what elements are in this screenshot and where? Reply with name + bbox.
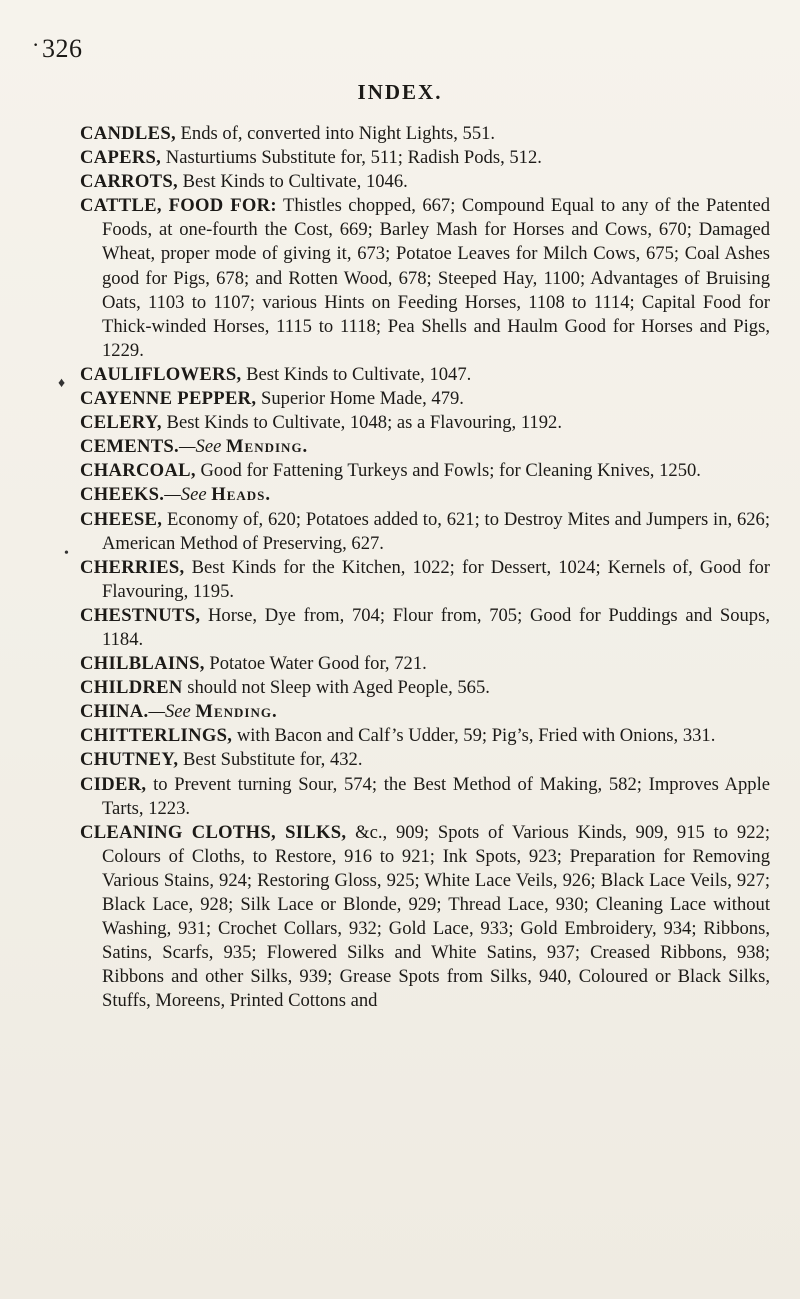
entry-heading: CHINA. <box>80 701 149 723</box>
entry-heading: CHILBLAINS, <box>80 653 205 675</box>
entry-heading: CHERRIES, <box>80 556 185 578</box>
entry-heading: CEMENTS. <box>80 436 180 458</box>
see-label: —See <box>179 436 226 458</box>
entry-heading: CANDLES, <box>80 123 176 144</box>
index-entry <box>80 604 770 652</box>
entry-heading: CHEEKS. <box>80 484 165 506</box>
entry-heading: CHARCOAL, <box>80 460 196 482</box>
entry-heading: CARROTS, <box>80 171 178 193</box>
index-entry <box>80 724 770 748</box>
page-number: · 326 <box>42 34 83 64</box>
entry-heading: CAPERS, <box>80 147 162 169</box>
index-entry <box>80 773 770 821</box>
cross-reference-target: Mending. <box>226 436 309 458</box>
page-header <box>0 30 800 104</box>
entry-heading: CLEANING CLOTHS, SILKS, <box>80 821 347 843</box>
entry-text: Potatoe Water Good for, 721. <box>204 653 427 675</box>
index-entry <box>80 146 770 170</box>
entry-text: Horse, Dye from, 704; Flour from, 705; Good for Puddings and Soups, 1184. <box>102 604 770 650</box>
entry-heading: CHESTNUTS, <box>80 604 201 626</box>
entry-text: Superior Home Made, 479. <box>256 388 464 410</box>
index-entry <box>80 363 770 387</box>
page-title: INDEX. <box>357 80 443 104</box>
entry-text: Thistles chopped, 667; Compound Equal to any of the Patented Foods, at one-fourth the Cost, 669; Barley Mash for Horses and Cows, 670; Damaged Wheat, proper mode of giving it, 673; Potatoe Leaves for Milch Cows, 675; Coal Ashes good for Pigs, 678; and Rotten Wood, 678; Steeped Hay, 1100; Advantages of Bruising Oats, 1103 to 1107; various Hints on Feeding Horses, 1108 to 1114; Capital Food for Thick-winded Horses, 1115 to 1118; Pea Shells and Haulm Good for Horses and Pigs, 1229. <box>102 195 770 361</box>
entry-heading: CAULIFLOWERS, <box>80 363 242 385</box>
entry-heading: CHUTNEY, <box>80 749 179 771</box>
entry-heading: CATTLE, FOOD FOR: <box>80 195 277 217</box>
entry-text: Economy of, 620; Potatoes added to, 621; to Destroy Mites and Jumpers in, 626; American Method of Preserving, 627. <box>102 508 770 554</box>
index-entry <box>80 676 770 700</box>
entry-text: Good for Fattening Turkeys and Fowls; for Cleaning Knives, 1250. <box>195 460 701 482</box>
index-entry <box>80 194 770 363</box>
margin-dot-icon: • <box>64 546 69 561</box>
index-entry <box>80 387 770 411</box>
entry-heading: CHEESE, <box>80 508 163 530</box>
see-label: —See <box>148 701 196 723</box>
index-entry-cross-reference <box>80 483 770 507</box>
entry-text: to Prevent turning Sour, 574; the Best Method of Making, 582; Improves Apple Tarts, 1223. <box>102 773 770 819</box>
entry-heading: CELERY, <box>80 412 162 434</box>
margin-bullet-icon: ♦ <box>58 376 66 391</box>
index-entry <box>80 122 770 146</box>
index-entry <box>80 411 770 435</box>
index-list <box>80 122 770 1013</box>
index-entry <box>80 748 770 772</box>
entry-text: &c., 909; Spots of Various Kinds, 909, 915 to 922; Colours of Cloths, to Restore, 916 to 921; Ink Spots, 923; Preparation for Removing Various Stains, 924; Restoring Gloss, 925; White Lace Veils, 926; Black Lace Veils, 927; Black Lace, 928; Silk Lace or Blonde, 929; Thread Lace, 930; Cleaning Lace without Washing, 931; Crochet Collars, 932; Gold Lace, 933; Gold Embroidery, 934; Ribbons, Satins, Scarfs, 935; Flowered Silks and White Satins, 937; Creased Ribbons, 938; Ribbons and other Silks, 939; Grease Spots from Silks, 940, Coloured or Black Silks, Stuffs, Moreens, Printed Cottons and <box>102 821 770 1012</box>
entry-text: Best Substitute for, 432. <box>178 749 363 771</box>
index-entry <box>80 652 770 676</box>
index-entry <box>80 821 770 1014</box>
entry-text: Best Kinds to Cultivate, 1046. <box>177 171 408 193</box>
entry-text: Best Kinds to Cultivate, 1048; as a Flavouring, 1192. <box>161 412 562 434</box>
index-entry <box>80 170 770 194</box>
entry-text: Nasturtiums Substitute for, 511; Radish Pods, 512. <box>161 147 542 169</box>
see-label: —See <box>164 484 212 506</box>
entry-heading: CHILDREN <box>80 677 183 699</box>
entry-text: Ends of, converted into Night Lights, 551. <box>175 123 496 144</box>
entry-heading: CAYENNE PEPPER, <box>80 388 257 410</box>
index-entry-cross-reference <box>80 435 770 459</box>
entry-heading: CHITTERLINGS, <box>80 725 233 747</box>
entry-text: with Bacon and Calf’s Udder, 59; Pig’s, Fried with Onions, 331. <box>232 725 716 747</box>
index-entry <box>80 459 770 483</box>
index-entry <box>80 556 770 604</box>
index-entry-cross-reference <box>80 700 770 724</box>
entry-text: should not Sleep with Aged People, 565. <box>182 677 490 699</box>
entry-text: Best Kinds to Cultivate, 1047. <box>241 363 472 385</box>
entry-text: Best Kinds for the Kitchen, 1022; for Dessert, 1024; Kernels of, Good for Flavouring, 1195. <box>102 556 770 602</box>
index-entry <box>80 508 770 556</box>
entry-heading: CIDER, <box>80 773 147 795</box>
cross-reference-target: Mending. <box>195 701 278 723</box>
cross-reference-target: Heads. <box>211 484 272 506</box>
